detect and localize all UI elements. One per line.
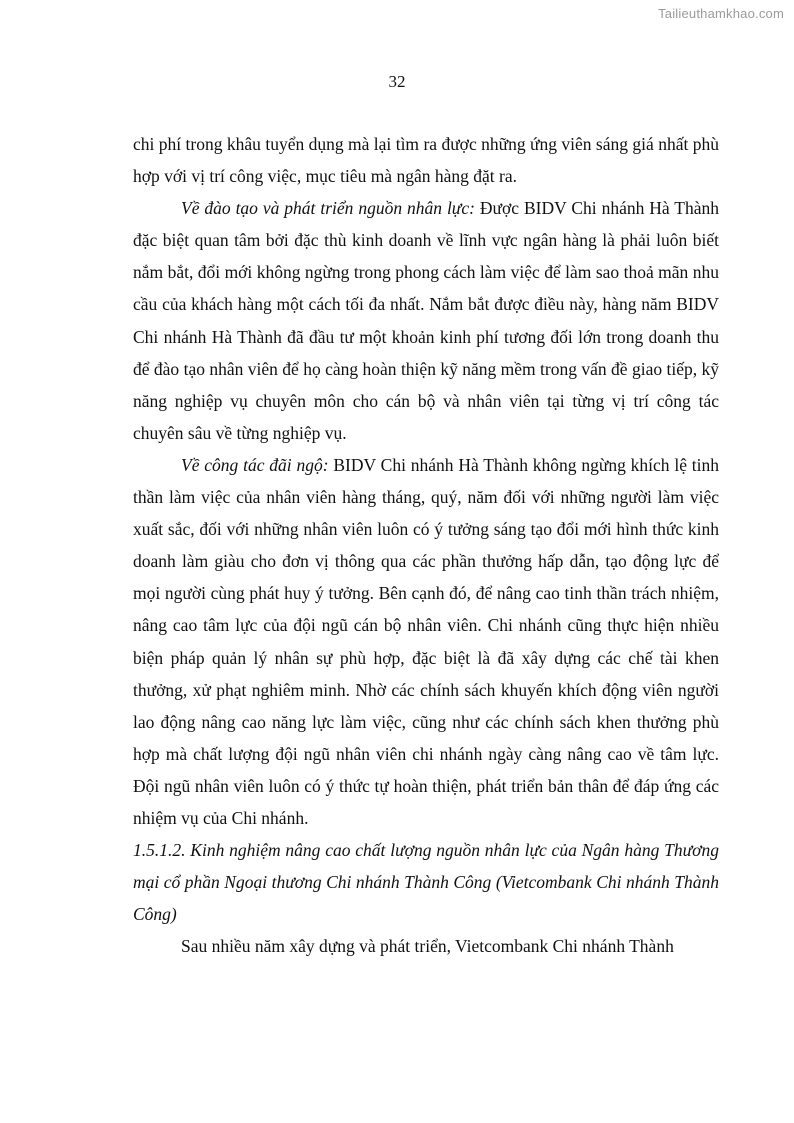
paragraph-remuneration: [133, 449, 719, 834]
page-number: 32: [388, 72, 406, 91]
paragraph-training: [133, 192, 719, 449]
paragraph-remuneration-body: BIDV Chi nhánh Hà Thành không ngừng khích lệ tinh thần làm việc của nhân viên hàng tháng, quý, năm đối với những người làm việc xuất sắc, đối với những nhân viên luôn có ý tưởng sáng tạo đổi mới hình thức kinh doanh làm giàu cho đơn vị thông qua các phần thưởng hấp dẫn, tạo động lực để mọi người cùng phát huy ý tưởng. Bên cạnh đó, để nâng cao tinh thần trách nhiệm, nâng cao tâm lực của đội ngũ cán bộ nhân viên. Chi nhánh cũng thực hiện nhiều biện pháp quản lý nhân sự phù hợp, đặc biệt là đã xây dựng các chế tài khen thưởng, xử phạt nghiêm minh. Nhờ các chính sách khuyến khích động viên người lao động nâng cao năng lực làm việc, cũng như các chính sách khen thưởng phù hợp mà chất lượng đội ngũ nhân viên chi nhánh ngày càng nâng cao về tâm lực. Đội ngũ nhân viên luôn có ý thức tự hoàn thiện, phát triển bản thân để đáp ứng các nhiệm vụ của Chi nhánh.: [133, 454, 719, 828]
watermark: Tailieuthamkhao.com: [658, 6, 784, 21]
paragraph-1: chi phí trong khâu tuyển dụng mà lại tìm ra được những ứng viên sáng giá nhất phù hợp với vị trí công việc, mục tiêu mà ngân hàng đặt ra.: [133, 134, 719, 187]
section-heading: 1.5.1.2. Kinh nghiệm nâng cao chất lượng nguồn nhân lực của Ngân hàng Thương mại cổ phần Ngoại thương Chi nhánh Thành Công (Vietcombank Chi nhánh Thành Công): [133, 840, 719, 925]
paragraph-training-lead: Về đào tạo và phát triển nguồn nhân lực:: [181, 198, 475, 219]
document-body: [133, 128, 719, 962]
paragraph-remuneration-lead: Về công tác đãi ngộ:: [181, 454, 329, 475]
paragraph-training-body: Được BIDV Chi nhánh Hà Thành đặc biệt quan tâm bởi đặc thù kinh doanh về lĩnh vực ngân hàng là phải luôn biết nắm bắt, đổi mới không ngừng trong phong cách làm việc để làm sao thoả mãn nhu cầu của khách hàng một cách tối đa nhất. Nắm bắt được điều này, hàng năm BIDV Chi nhánh Hà Thành đã đầu tư một khoản kinh phí tương đối lớn trong doanh thu để đào tạo nhân viên để họ càng hoàn thiện kỹ năng mềm trong vấn đề giao tiếp, kỹ năng nghiệp vụ chuyên môn cho cán bộ và nhân viên tại từng vị trí công tác chuyên sâu về từng nghiệp vụ.: [133, 198, 719, 443]
paragraph-vietcombank: Sau nhiều năm xây dựng và phát triển, Vietcombank Chi nhánh Thành: [181, 936, 674, 957]
